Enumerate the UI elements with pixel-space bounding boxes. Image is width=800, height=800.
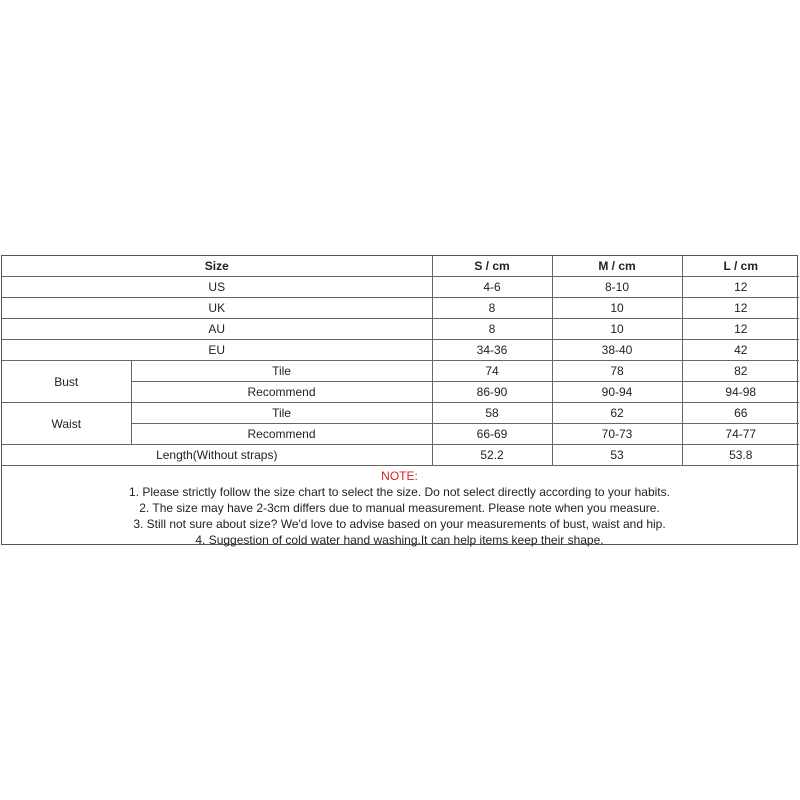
cell-waist-tile-m: 62 xyxy=(552,403,682,424)
size-chart xyxy=(1,255,798,545)
table-row-bust-tile xyxy=(2,361,799,382)
table-row-au xyxy=(2,319,799,340)
note-line-3: 3. Still not sure about size? We'd love to advise based on your measurements of bust, waist and hip. xyxy=(133,517,666,531)
cell-au-l: 12 xyxy=(682,319,799,340)
row-label-bust-recommend: Recommend xyxy=(131,382,432,403)
note-line-4: 4. Suggestion of cold water hand washing.It can help items keep their shape. xyxy=(195,533,604,547)
note-line-1: 1. Please strictly follow the size chart to select the size. Do not select directly according to your habits. xyxy=(129,485,670,499)
column-header-m: M / cm xyxy=(552,256,682,277)
cell-length-l: 53.8 xyxy=(682,445,799,466)
row-group-waist: Waist xyxy=(2,403,131,445)
row-label-length: Length(Without straps) xyxy=(2,445,432,466)
row-label-eu: EU xyxy=(2,340,432,361)
cell-waist-tile-l: 66 xyxy=(682,403,799,424)
cell-bust-tile-s: 74 xyxy=(432,361,552,382)
table-row-uk xyxy=(2,298,799,319)
cell-eu-s: 34-36 xyxy=(432,340,552,361)
cell-bust-recommend-l: 94-98 xyxy=(682,382,799,403)
notes-section xyxy=(2,466,797,548)
table-row-length xyxy=(2,445,799,466)
row-group-bust: Bust xyxy=(2,361,131,403)
table-row-eu xyxy=(2,340,799,361)
cell-uk-l: 12 xyxy=(682,298,799,319)
cell-eu-m: 38-40 xyxy=(552,340,682,361)
cell-waist-recommend-l: 74-77 xyxy=(682,424,799,445)
size-table xyxy=(2,256,799,466)
row-label-us: US xyxy=(2,277,432,298)
column-header-l: L / cm xyxy=(682,256,799,277)
table-row-waist-tile xyxy=(2,403,799,424)
cell-us-l: 12 xyxy=(682,277,799,298)
cell-waist-tile-s: 58 xyxy=(432,403,552,424)
size-header: Size xyxy=(2,256,432,277)
row-label-waist-recommend: Recommend xyxy=(131,424,432,445)
header-row xyxy=(2,256,799,277)
cell-uk-s: 8 xyxy=(432,298,552,319)
cell-bust-tile-l: 82 xyxy=(682,361,799,382)
cell-us-s: 4-6 xyxy=(432,277,552,298)
cell-uk-m: 10 xyxy=(552,298,682,319)
cell-waist-recommend-s: 66-69 xyxy=(432,424,552,445)
cell-bust-tile-m: 78 xyxy=(552,361,682,382)
notes-title: NOTE: xyxy=(381,469,418,483)
cell-us-m: 8-10 xyxy=(552,277,682,298)
row-label-au: AU xyxy=(2,319,432,340)
note-line-2: 2. The size may have 2-3cm differs due to manual measurement. Please note when you measure. xyxy=(139,501,660,515)
cell-eu-l: 42 xyxy=(682,340,799,361)
cell-au-s: 8 xyxy=(432,319,552,340)
cell-length-s: 52.2 xyxy=(432,445,552,466)
cell-bust-recommend-m: 90-94 xyxy=(552,382,682,403)
table-row-us xyxy=(2,277,799,298)
cell-bust-recommend-s: 86-90 xyxy=(432,382,552,403)
row-label-waist-tile: Tile xyxy=(131,403,432,424)
cell-waist-recommend-m: 70-73 xyxy=(552,424,682,445)
row-label-uk: UK xyxy=(2,298,432,319)
cell-au-m: 10 xyxy=(552,319,682,340)
row-label-bust-tile: Tile xyxy=(131,361,432,382)
cell-length-m: 53 xyxy=(552,445,682,466)
column-header-s: S / cm xyxy=(432,256,552,277)
